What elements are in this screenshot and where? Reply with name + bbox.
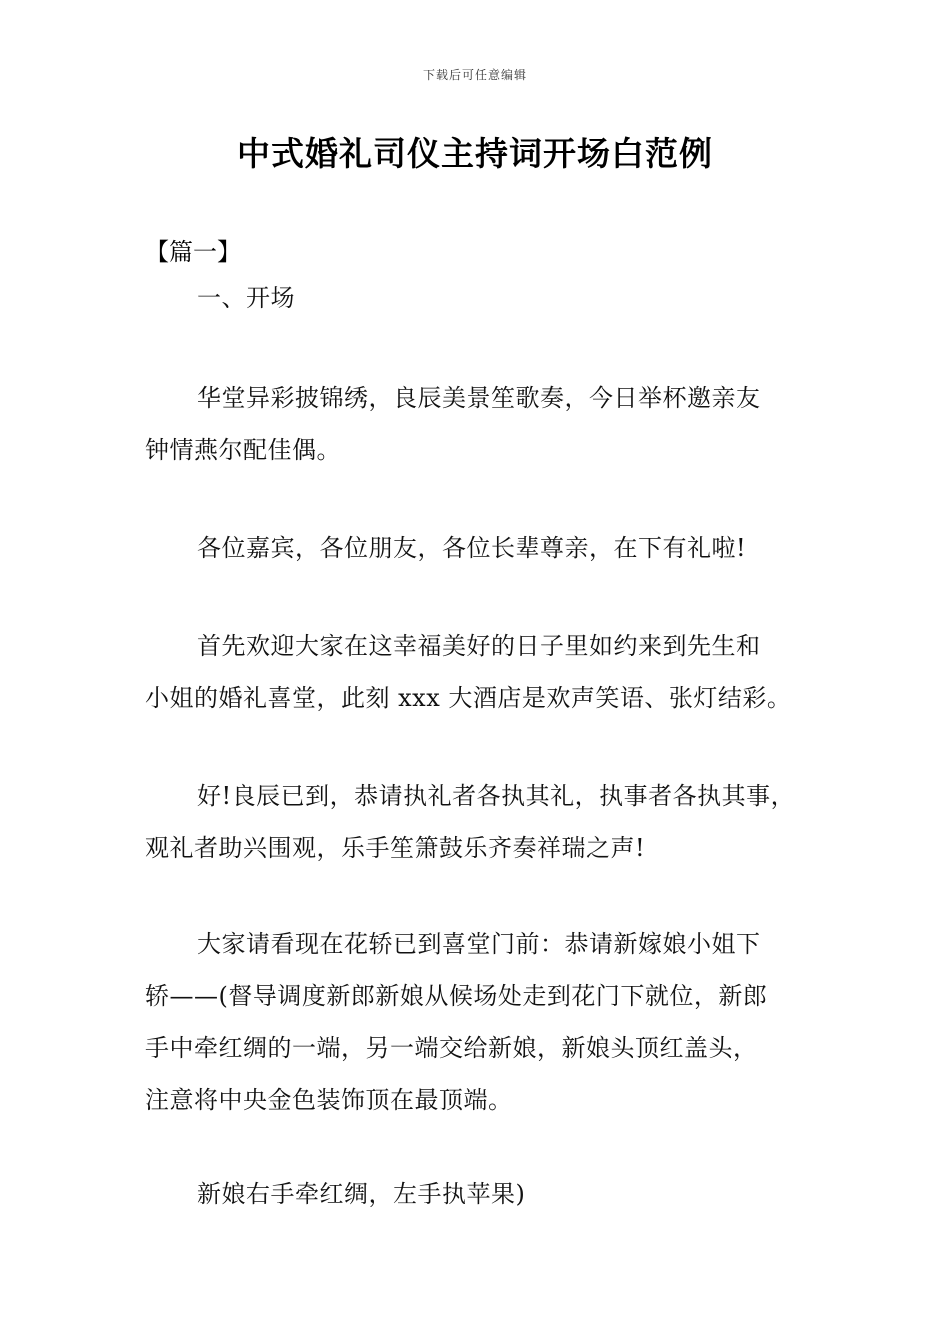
header-note: 下载后可任意编辑	[422, 68, 527, 82]
paragraph	[145, 770, 835, 874]
paragraph	[145, 918, 835, 1126]
paragraph-line: 钟情燕尔配佳偶。	[145, 436, 341, 464]
document-title: 中式婚礼司仪主持词开场白范例	[237, 134, 713, 173]
paragraph	[145, 1168, 835, 1220]
paragraph-line: 注意将中央金色装饰顶在最顶端。	[145, 1086, 513, 1114]
paragraph-line: 华堂异彩披锦绣，良辰美景笙歌奏，今日举杯邀亲友	[197, 384, 761, 412]
paragraph-line: 首先欢迎大家在这幸福美好的日子里如约来到先生和	[197, 632, 761, 660]
paragraph-line: 手中牵红绸的一端，另一端交给新娘，新娘头顶红盖头，	[145, 1034, 758, 1062]
paragraph-line: 新娘右手牵红绸，左手执苹果)	[197, 1180, 526, 1208]
paragraph-line: 大家请看现在花轿已到喜堂门前：恭请新嫁娘小姐下	[197, 930, 761, 958]
paragraph	[145, 522, 835, 574]
paragraph-line: 小姐的婚礼喜堂，此刻 xxx 大酒店是欢声笑语、张灯结彩。	[145, 684, 792, 712]
paragraph	[145, 272, 835, 324]
paragraph	[145, 620, 835, 724]
paragraph-line: 一、开场	[197, 284, 295, 312]
paragraph-line: 各位嘉宾，各位朋友，各位长辈尊亲，在下有礼啦!	[197, 534, 747, 562]
paragraph-line: 轿——(督导调度新郎新娘从候场处走到花门下就位，新郎	[145, 982, 768, 1010]
paragraph-line: 观礼者助兴围观，乐手笙箫鼓乐齐奏祥瑞之声!	[145, 834, 646, 862]
paragraph-line: 好!良辰已到，恭请执礼者各执其礼，执事者各执其事，	[197, 782, 796, 810]
paragraph	[145, 372, 835, 476]
section-label: 【篇一】	[145, 238, 241, 266]
